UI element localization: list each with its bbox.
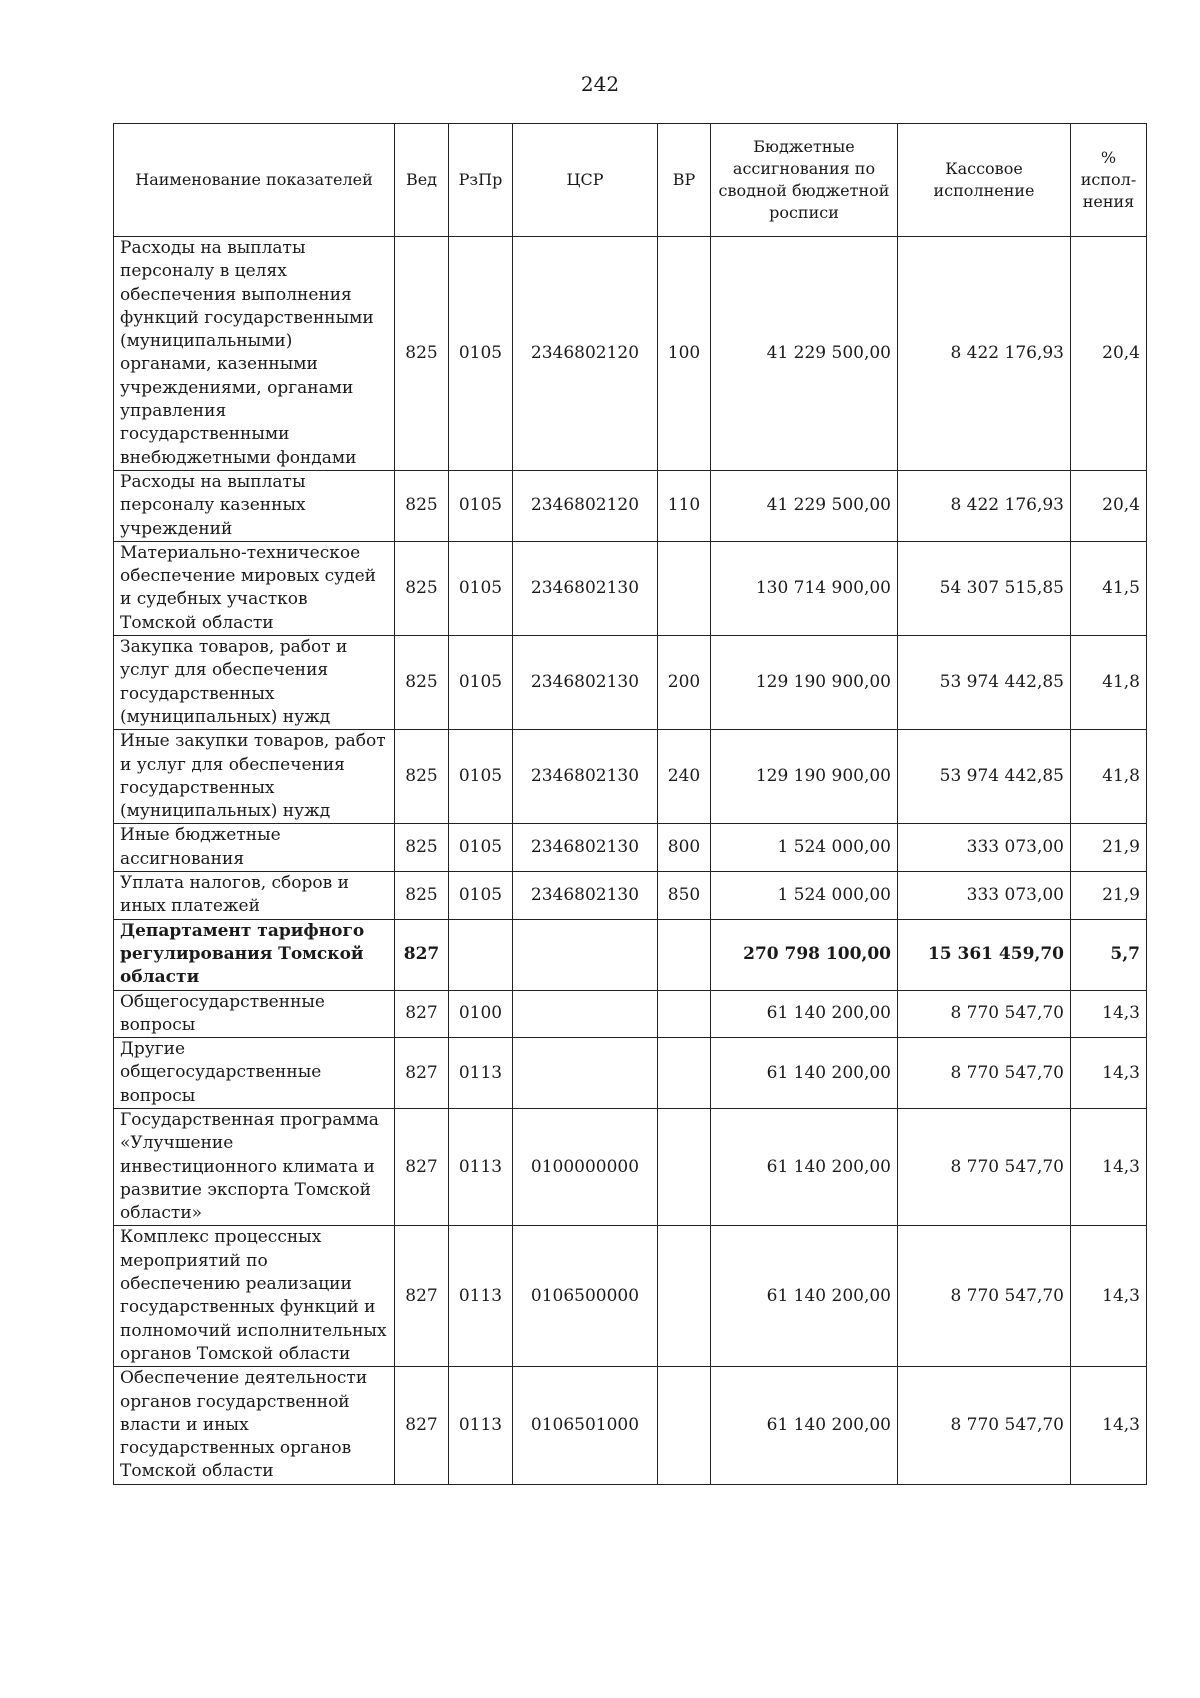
- row-ved-cell: 827: [395, 1367, 449, 1484]
- row-csr-cell: 2346802120: [513, 470, 658, 541]
- row-ved-cell: 827: [395, 1108, 449, 1225]
- row-budget-cell: 61 140 200,00: [711, 1038, 898, 1109]
- row-percent-cell: 14,3: [1071, 990, 1147, 1038]
- row-cash-cell: 15 361 459,70: [898, 919, 1071, 990]
- row-cash-cell: 8 770 547,70: [898, 1367, 1071, 1484]
- row-budget-cell: 61 140 200,00: [711, 1367, 898, 1484]
- row-budget-cell: 270 798 100,00: [711, 919, 898, 990]
- row-percent-cell: 20,4: [1071, 237, 1147, 471]
- row-percent-cell: 14,3: [1071, 1038, 1147, 1109]
- row-vr-cell: 800: [658, 824, 711, 872]
- row-name-cell: Общегосударственные вопросы: [114, 990, 395, 1038]
- row-name-cell: Расходы на выплаты персоналу казенных учреждений: [114, 470, 395, 541]
- row-vr-cell: [658, 1108, 711, 1225]
- row-rzpr-cell: 0105: [449, 636, 513, 730]
- row-ved-cell: 825: [395, 636, 449, 730]
- row-budget-cell: 41 229 500,00: [711, 470, 898, 541]
- row-cash-cell: 54 307 515,85: [898, 541, 1071, 635]
- header-percent: % испол-нения: [1071, 124, 1147, 237]
- row-csr-cell: 2346802130: [513, 872, 658, 920]
- table-row: [114, 1108, 1147, 1225]
- row-csr-cell: 2346802120: [513, 237, 658, 471]
- header-cash: Кассовое исполнение: [898, 124, 1071, 237]
- row-ved-cell: 827: [395, 919, 449, 990]
- row-cash-cell: 333 073,00: [898, 872, 1071, 920]
- row-name-cell: Материально-техническое обеспечение мировых судей и судебных участков Томской области: [114, 541, 395, 635]
- row-csr-cell: 0106500000: [513, 1226, 658, 1367]
- row-vr-cell: 110: [658, 470, 711, 541]
- header-ved: Вед: [395, 124, 449, 237]
- header-csr: ЦСР: [513, 124, 658, 237]
- row-ved-cell: 825: [395, 730, 449, 824]
- row-name-cell: Государственная программа «Улучшение инвестиционного климата и развитие экспорта Томской области»: [114, 1108, 395, 1225]
- table-row: [114, 636, 1147, 730]
- row-budget-cell: 61 140 200,00: [711, 1108, 898, 1225]
- row-csr-cell: 2346802130: [513, 636, 658, 730]
- row-csr-cell: 2346802130: [513, 541, 658, 635]
- row-csr-cell: [513, 990, 658, 1038]
- row-cash-cell: 53 974 442,85: [898, 730, 1071, 824]
- row-budget-cell: 1 524 000,00: [711, 824, 898, 872]
- table-row: [114, 541, 1147, 635]
- row-name-cell: Обеспечение деятельности органов государственной власти и иных государственных органов Томской области: [114, 1367, 395, 1484]
- table-header-row: [114, 124, 1147, 237]
- row-vr-cell: [658, 1367, 711, 1484]
- row-name-cell: Уплата налогов, сборов и иных платежей: [114, 872, 395, 920]
- row-rzpr-cell: 0105: [449, 872, 513, 920]
- row-cash-cell: 8 422 176,93: [898, 237, 1071, 471]
- row-name-cell: Расходы на выплаты персоналу в целях обеспечения выполнения функций государственными (муниципальными) органами, казенными учреждениями, органами управления государственными внебюджетными фондами: [114, 237, 395, 471]
- row-percent-cell: 41,8: [1071, 730, 1147, 824]
- row-budget-cell: 129 190 900,00: [711, 730, 898, 824]
- row-ved-cell: 825: [395, 824, 449, 872]
- row-name-cell: Комплекс процессных мероприятий по обеспечению реализации государственных функций и полномочий исполнительных органов Томской области: [114, 1226, 395, 1367]
- row-cash-cell: 8 770 547,70: [898, 1226, 1071, 1367]
- row-rzpr-cell: 0113: [449, 1108, 513, 1225]
- row-rzpr-cell: 0105: [449, 824, 513, 872]
- row-percent-cell: 41,5: [1071, 541, 1147, 635]
- row-budget-cell: 41 229 500,00: [711, 237, 898, 471]
- row-rzpr-cell: 0105: [449, 470, 513, 541]
- row-ved-cell: 827: [395, 1038, 449, 1109]
- row-ved-cell: 825: [395, 872, 449, 920]
- row-rzpr-cell: [449, 919, 513, 990]
- row-budget-cell: 1 524 000,00: [711, 872, 898, 920]
- header-rzpr: РзПр: [449, 124, 513, 237]
- row-name-cell: Департамент тарифного регулирования Томской области: [114, 919, 395, 990]
- row-vr-cell: [658, 541, 711, 635]
- row-rzpr-cell: 0113: [449, 1038, 513, 1109]
- row-budget-cell: 61 140 200,00: [711, 1226, 898, 1367]
- row-vr-cell: [658, 990, 711, 1038]
- row-csr-cell: 0100000000: [513, 1108, 658, 1225]
- row-percent-cell: 5,7: [1071, 919, 1147, 990]
- row-budget-cell: 130 714 900,00: [711, 541, 898, 635]
- row-percent-cell: 14,3: [1071, 1367, 1147, 1484]
- row-ved-cell: 827: [395, 990, 449, 1038]
- row-csr-cell: 2346802130: [513, 824, 658, 872]
- table-row: [114, 1367, 1147, 1484]
- row-rzpr-cell: 0113: [449, 1367, 513, 1484]
- row-ved-cell: 825: [395, 237, 449, 471]
- row-name-cell: Иные бюджетные ассигнования: [114, 824, 395, 872]
- table-row: [114, 1038, 1147, 1109]
- row-name-cell: Иные закупки товаров, работ и услуг для обеспечения государственных (муниципальных) нужд: [114, 730, 395, 824]
- table-row: [114, 1226, 1147, 1367]
- row-rzpr-cell: 0100: [449, 990, 513, 1038]
- row-csr-cell: [513, 919, 658, 990]
- row-cash-cell: 8 770 547,70: [898, 1038, 1071, 1109]
- row-name-cell: Другие общегосударственные вопросы: [114, 1038, 395, 1109]
- row-name-cell: Закупка товаров, работ и услуг для обеспечения государственных (муниципальных) нужд: [114, 636, 395, 730]
- row-budget-cell: 129 190 900,00: [711, 636, 898, 730]
- table-row: [114, 824, 1147, 872]
- header-budget: Бюджетные ассигнования по сводной бюджетной росписи: [711, 124, 898, 237]
- row-rzpr-cell: 0105: [449, 730, 513, 824]
- row-csr-cell: 0106501000: [513, 1367, 658, 1484]
- row-budget-cell: 61 140 200,00: [711, 990, 898, 1038]
- row-csr-cell: 2346802130: [513, 730, 658, 824]
- row-rzpr-cell: 0105: [449, 237, 513, 471]
- row-vr-cell: [658, 1038, 711, 1109]
- row-cash-cell: 8 422 176,93: [898, 470, 1071, 541]
- row-vr-cell: 850: [658, 872, 711, 920]
- row-percent-cell: 41,8: [1071, 636, 1147, 730]
- row-ved-cell: 825: [395, 541, 449, 635]
- table-row: [114, 872, 1147, 920]
- row-vr-cell: [658, 919, 711, 990]
- row-vr-cell: 100: [658, 237, 711, 471]
- row-vr-cell: 240: [658, 730, 711, 824]
- row-percent-cell: 20,4: [1071, 470, 1147, 541]
- header-vr: ВР: [658, 124, 711, 237]
- row-cash-cell: 8 770 547,70: [898, 990, 1071, 1038]
- row-percent-cell: 14,3: [1071, 1108, 1147, 1225]
- page-number: 242: [580, 72, 620, 96]
- row-cash-cell: 8 770 547,70: [898, 1108, 1071, 1225]
- table-row: [114, 919, 1147, 990]
- row-cash-cell: 53 974 442,85: [898, 636, 1071, 730]
- table-row: [114, 730, 1147, 824]
- row-cash-cell: 333 073,00: [898, 824, 1071, 872]
- row-vr-cell: 200: [658, 636, 711, 730]
- table-row: [114, 237, 1147, 471]
- table-row: [114, 990, 1147, 1038]
- row-vr-cell: [658, 1226, 711, 1367]
- budget-execution-table: [113, 123, 1147, 1485]
- row-csr-cell: [513, 1038, 658, 1109]
- row-percent-cell: 14,3: [1071, 1226, 1147, 1367]
- table-row: [114, 470, 1147, 541]
- row-rzpr-cell: 0113: [449, 1226, 513, 1367]
- row-rzpr-cell: 0105: [449, 541, 513, 635]
- header-name: Наименование показателей: [114, 124, 395, 237]
- row-ved-cell: 825: [395, 470, 449, 541]
- row-percent-cell: 21,9: [1071, 872, 1147, 920]
- row-ved-cell: 827: [395, 1226, 449, 1367]
- row-percent-cell: 21,9: [1071, 824, 1147, 872]
